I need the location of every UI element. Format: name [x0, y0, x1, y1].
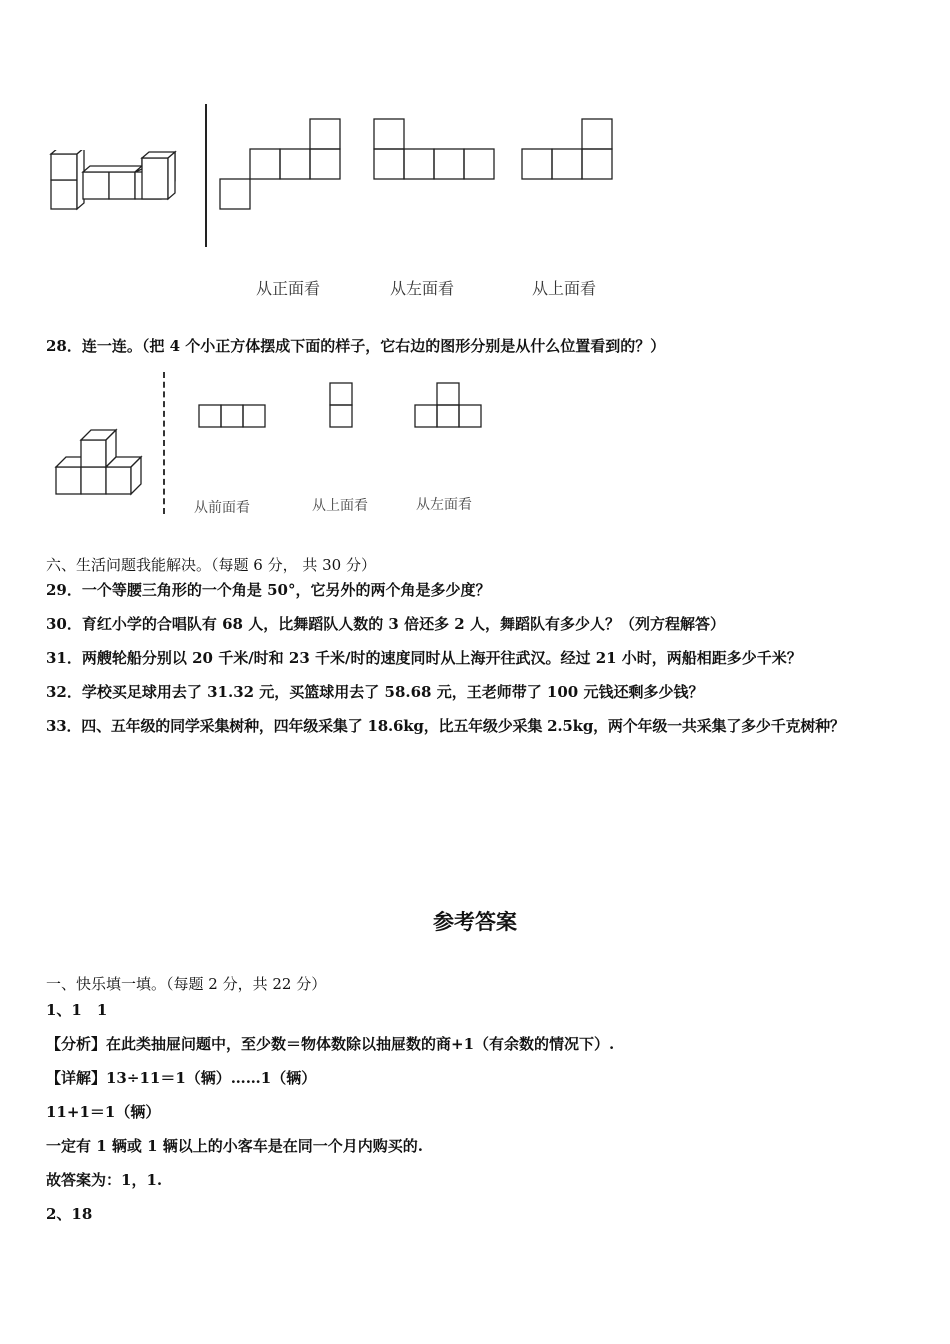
answer-detail: 【详解】13÷11＝1（辆）……1（辆） [46, 1069, 317, 1087]
answer-line-1: 1、1 1 [46, 1001, 108, 1019]
figure-1-block-shape [46, 150, 186, 215]
question-32: 32．学校买足球用去了 31.32 元，买篮球用去了 58.68 元，王老师带了 100 元钱还剩多少钱？ [46, 683, 704, 701]
question-30: 30．育红小学的合唱队有 68 人，比舞蹈队人数的 3 倍还多 2 人，舞蹈队有多少人？（列方程解答） [46, 615, 725, 633]
caption-front-view: 从正面看 [256, 279, 321, 298]
question-29: 29．一个等腰三角形的一个角是 50°，它另外的两个角是多少度？ [46, 581, 491, 599]
question-33: 33．四、五年级的同学采集树种，四年级采集了 18.6kg，比五年级少采集 2.5kg，两个年级一共采集了多少千克树种？ [46, 717, 845, 735]
figure-28-view-a [197, 403, 267, 429]
answers-title: 参考答案 [433, 909, 517, 934]
divider-line [205, 104, 207, 247]
figure-1-view-a [218, 118, 342, 212]
figure-1-view-c [520, 118, 614, 182]
question-31: 31．两艘轮船分别以 20 千米/时和 23 千米/时的速度同时从上海开往武汉。经过 21 小时，两船相距多少千米？ [46, 649, 802, 667]
caption-28-top: 从上面看 [312, 498, 368, 514]
dashed-divider [163, 372, 165, 514]
answer-final: 故答案为：1，1. [46, 1171, 163, 1189]
answer-line-2: 2、18 [46, 1205, 93, 1223]
figure-28-view-c [413, 381, 483, 429]
caption-left-view: 从左面看 [390, 279, 455, 298]
answer-conclusion: 一定有 1 辆或 1 辆以上的小客车是在同一个月内购买的. [46, 1137, 423, 1155]
question-28: 28．连一连。（把 4 个小正方体摆成下面的样子，它右边的图形分别是从什么位置看到的？） [46, 337, 666, 355]
caption-28-front: 从前面看 [194, 500, 250, 516]
caption-28-left: 从左面看 [416, 497, 472, 513]
figure-28-view-b [328, 381, 354, 429]
section-6-heading: 六、生活问题我能解决。（每题 6 分， 共 30 分） [46, 556, 376, 574]
answer-calc: 11+1＝1（辆） [46, 1103, 161, 1121]
figure-28-block-shape [52, 425, 152, 497]
caption-top-view: 从上面看 [532, 279, 597, 298]
answers-section-1: 一、快乐填一填。（每题 2 分，共 22 分） [46, 975, 327, 993]
figure-1-view-b [372, 118, 496, 182]
answer-analysis: 【分析】在此类抽屉问题中，至少数＝物体数除以抽屉数的商+1（有余数的情况下）. [46, 1035, 615, 1053]
